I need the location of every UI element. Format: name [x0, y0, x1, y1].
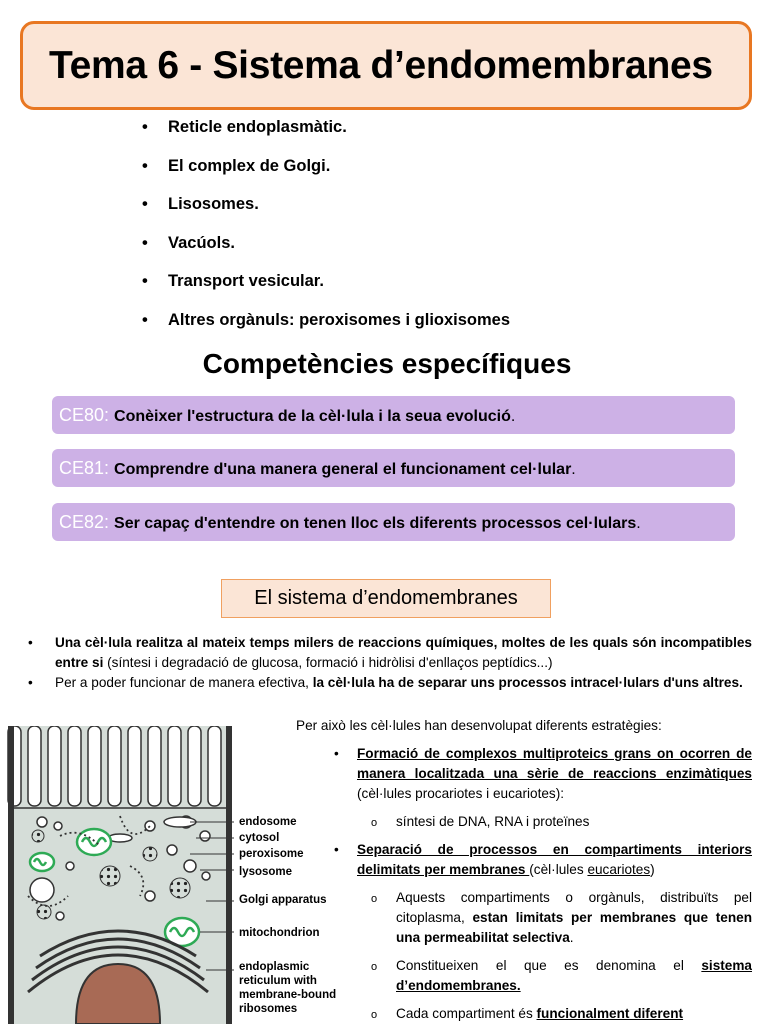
- label-er-3: membrane-bound: [239, 989, 337, 1001]
- competence-code: CE82: [59, 512, 105, 532]
- competence-text: Ser capaç d'entendre on tenen lloc els diferents processos cel·lulars: [114, 515, 637, 532]
- label-golgi: Golgi apparatus: [239, 894, 327, 906]
- intro-text: (síntesi i degradació de glucosa, formació i hidròlisi d'enllaços peptídics...): [103, 655, 553, 670]
- competence-code: CE81: [59, 458, 105, 478]
- page-title: Tema 6 - Sistema d’endomembranes: [49, 44, 713, 87]
- section-title: El sistema d’endomembranes: [221, 579, 551, 618]
- intro-bold: Una cèl·lula realitza al mateix temps milers de reaccions químiques, moltes de les quals són incompatibles entre si: [55, 635, 752, 670]
- intro-list: [28, 633, 752, 693]
- strategy-heading: Formació de complexos multiproteics grans on ocorren de manera localitzada una sèrie de reaccions enzimàtiques: [357, 746, 752, 781]
- subitem-bold: estan limitats per membranes que tenen una permeabilitat selectiva: [396, 910, 753, 945]
- label-er-1: endoplasmic: [239, 961, 310, 973]
- subitem-text: Cada compartiment és: [396, 1006, 537, 1021]
- competence-ce82: [52, 503, 735, 541]
- competence-separator: :: [104, 458, 115, 478]
- strategy-end: ): [650, 862, 655, 877]
- strategy-text: (cèl·lules procariotes i eucariotes):: [357, 786, 565, 801]
- intro-item: [28, 673, 752, 693]
- strategy-subitem: o síntesi de DNA, RNA i proteïnes: [371, 814, 590, 829]
- label-lysosome: lysosome: [239, 866, 293, 878]
- label-endosome: endosome: [239, 816, 297, 828]
- intro-text: Per a poder funcionar de manera efectiva,: [55, 675, 313, 690]
- competence-end: .: [571, 461, 576, 478]
- cell-diagram: [0, 726, 238, 1024]
- strategies-text: [296, 716, 752, 1024]
- subitem-end: .: [569, 930, 574, 945]
- label-cytosol: cytosol: [239, 832, 280, 844]
- strategy-underlined: eucariotes: [587, 862, 651, 877]
- strategy-item: • Formació de complexos multiproteics grans on ocorren de manera localitzada una sèrie de reaccions enzimàtiques (cèl·lules procariotes i eucariotes):: [334, 746, 752, 801]
- strategy-subitem: o Constitueixen el que es denomina el sistema d’endomembranes.: [371, 958, 752, 993]
- title-box: [20, 21, 752, 110]
- subitem-text: Aquests compartiments o orgànuls, distribuïts pel citoplasma,: [396, 890, 752, 925]
- competence-code: CE80: [59, 405, 105, 425]
- topic-item: • Altres orgànuls: peroxisomes i glioxisomes: [142, 309, 510, 348]
- competence-ce81: [52, 449, 735, 487]
- competence-ce80: [52, 396, 735, 434]
- strategy-subitem: o Cada compartiment és funcionalment diferent: [371, 1006, 684, 1021]
- competence-end: .: [510, 408, 516, 425]
- competence-end: .: [636, 515, 641, 532]
- strategy-item: • Separació de processos en compartiments interiors delimitats per membranes (cèl·lules eucariotes): [334, 842, 752, 877]
- label-er-2: reticulum with: [239, 975, 317, 987]
- competence-text: Conèixer l'estructura de la cèl·lula i la seua evolució: [114, 408, 511, 425]
- subitem-bold: sistema d’endomembranes.: [396, 958, 752, 993]
- competences-title: Competències específiques: [202, 348, 572, 379]
- intro-bold: la cèl·lula ha de separar uns processos intracel·lulars d'uns altres.: [312, 675, 743, 690]
- competence-text: Comprendre d'una manera general el funcionament cel·lular: [114, 461, 572, 478]
- subitem-text: Constitueixen el que es denomina el: [396, 958, 702, 973]
- strategy-subitem: o Aquests compartiments o orgànuls, distribuïts pel citoplasma, estan limitats per membranes que tenen una permeabilitat selectiva.: [371, 890, 753, 945]
- topic-item: • Lisosomes.: [142, 193, 510, 232]
- label-peroxisome: peroxisome: [239, 848, 304, 860]
- competence-separator: :: [104, 512, 115, 532]
- competence-separator: :: [104, 405, 115, 425]
- subitem-text: síntesi de DNA, RNA i proteïnes: [396, 814, 590, 829]
- strategy-text: (cèl·lules: [529, 862, 588, 877]
- subitem-bold: funcionalment diferent: [536, 1006, 684, 1021]
- microvilli: [8, 726, 221, 806]
- strategy-heading: Separació de processos en compartiments interiors delimitats per membranes: [357, 842, 752, 877]
- label-er-4: ribosomes: [239, 1003, 298, 1015]
- topic-item: • Reticle endoplasmàtic.: [142, 116, 510, 155]
- topic-item: • Vacúols.: [142, 232, 510, 271]
- topic-item: • El complex de Golgi.: [142, 155, 510, 194]
- topic-item: • Transport vesicular.: [142, 270, 510, 309]
- strategies-lead: Per això les cèl·lules han desenvolupat diferents estratègies:: [296, 718, 662, 733]
- intro-item: [28, 633, 752, 673]
- topics-list: [142, 116, 510, 347]
- label-mitochondrion: mitochondrion: [239, 927, 320, 939]
